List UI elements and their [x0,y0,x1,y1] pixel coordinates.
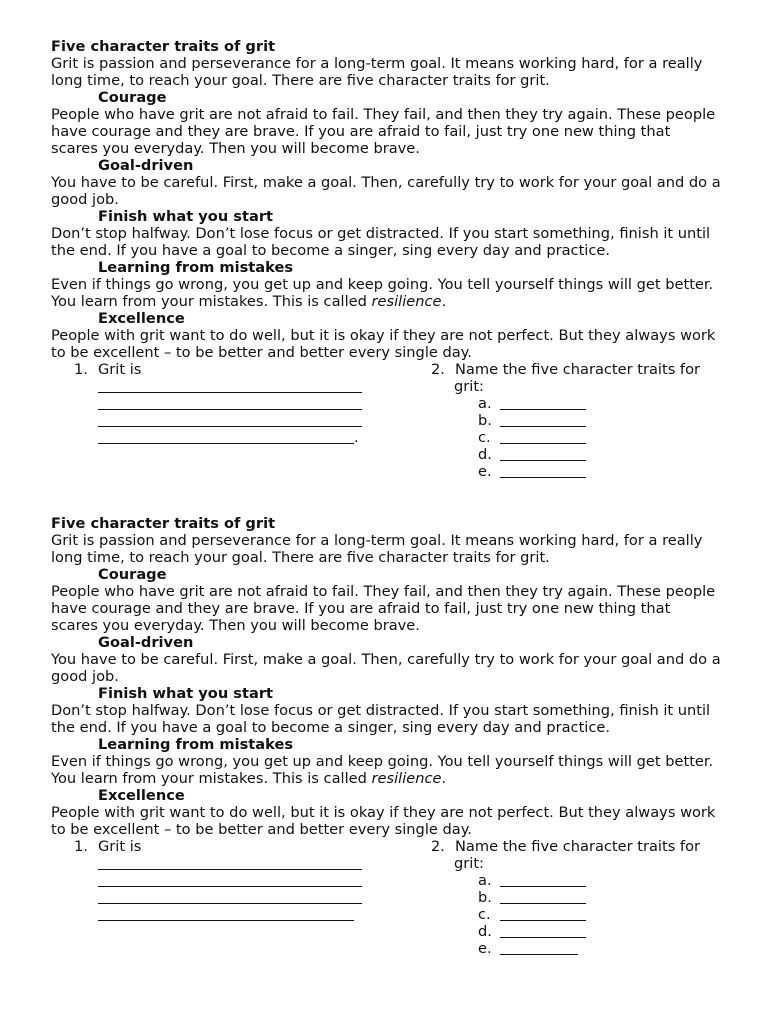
worksheet-title: Five character traits of grit [51,38,276,55]
trait-answer-b[interactable] [431,889,731,906]
trait-letter: d. [478,446,492,463]
trait-rule [500,906,586,921]
question-2-label: Name the five character traits for [455,361,701,378]
trait-letter: a. [478,872,492,889]
trait-rule [500,872,586,887]
trait-answer-c[interactable] [431,906,731,923]
trait-answer-b[interactable] [431,412,731,429]
trait-letter: c. [478,429,491,446]
question-1 [51,361,381,446]
questions-block [51,361,721,481]
trait-rule [500,412,586,427]
paragraph-end: . [441,293,447,310]
question-1 [51,838,381,923]
paragraph-excellence: People with grit want to do well, but it is okay if they are not perfect. But they always work to be excellent – to be better and better every single day. [51,327,716,361]
paragraph-goal-driven: You have to be careful. First, make a goal. Then, carefully try to work for your goal and do a good job. [51,651,721,685]
paragraph-excellence: People with grit want to do well, but it is okay if they are not perfect. But they always work to be excellent – to be better and better every single day. [51,804,716,838]
heading-finish-what-you-start: Finish what you start [98,208,273,225]
emphasis-resilience: resilience [371,293,442,310]
heading-goal-driven: Goal-driven [98,634,194,651]
trait-letter: b. [478,889,492,906]
paragraph-courage: People who have grit are not afraid to fail. They fail, and then they try again. These people have courage and they are brave. If you are afraid to fail, just try one new thing that scares you everyday. Then you will become brave. [51,583,716,634]
question-1-number: 1. [74,838,88,855]
answer-line[interactable] [98,429,381,446]
answer-rule [98,395,362,410]
emphasis-resilience: resilience [371,770,442,787]
answer-rule [98,906,354,921]
answer-line[interactable] [98,378,381,395]
answer-rule [98,889,362,904]
paragraph-learning-from-mistakes [51,753,721,787]
trait-letter: a. [478,395,492,412]
heading-finish-what-you-start: Finish what you start [98,685,273,702]
heading-courage: Courage [98,566,167,583]
trait-rule [500,940,578,955]
heading-courage: Courage [98,89,167,106]
answer-line[interactable] [98,906,381,923]
trait-answer-e[interactable] [431,463,731,480]
question-1-label: Grit is [98,838,142,855]
trait-rule [500,463,586,478]
question-2-label-row [431,361,731,378]
heading-excellence: Excellence [98,310,185,327]
question-2-number: 2. [431,838,445,855]
question-2-label-continued: grit: [454,378,484,395]
worksheet-copy-2 [51,515,721,958]
trait-letter: c. [478,906,491,923]
intro-paragraph: Grit is passion and perseverance for a long-term goal. It means working hard, for a really long time, to reach your goal. There are five character traits for grit. [51,55,703,89]
question-2 [431,838,731,957]
question-2-label: Name the five character traits for [455,838,701,855]
trait-answer-a[interactable] [431,395,731,412]
answer-line[interactable] [98,855,381,872]
answer-rule [98,855,362,870]
trait-answer-d[interactable] [431,446,731,463]
trait-letter: b. [478,412,492,429]
trait-answer-c[interactable] [431,429,731,446]
question-1-label-row [51,361,381,378]
answer-line[interactable] [98,412,381,429]
answer-rule [98,412,362,427]
intro-paragraph: Grit is passion and perseverance for a long-term goal. It means working hard, for a really long time, to reach your goal. There are five character traits for grit. [51,532,703,566]
trait-answer-d[interactable] [431,923,731,940]
question-1-label: Grit is [98,361,142,378]
questions-block [51,838,721,958]
heading-learning-from-mistakes: Learning from mistakes [98,259,294,276]
paragraph-text: Even if things go wrong, you get up and keep going. You tell yourself things will get better. You learn from your mistakes. This is called [51,276,714,310]
answer-end-mark: . [354,429,359,446]
paragraph-goal-driven: You have to be careful. First, make a goal. Then, carefully try to work for your goal and do a good job. [51,174,721,208]
trait-rule [500,446,586,461]
trait-letter: e. [478,463,492,480]
worksheet-title: Five character traits of grit [51,515,276,532]
paragraph-text: Even if things go wrong, you get up and keep going. You tell yourself things will get better. You learn from your mistakes. This is called [51,753,714,787]
answer-rule [98,378,362,393]
heading-excellence: Excellence [98,787,185,804]
paragraph-finish-what-you-start: Don’t stop halfway. Don’t lose focus or get distracted. If you start something, finish it until the end. If you have a goal to become a singer, sing every day and practice. [51,702,711,736]
trait-rule [500,889,586,904]
trait-letter: d. [478,923,492,940]
trait-answer-e[interactable] [431,940,731,957]
question-2-number: 2. [431,361,445,378]
answer-line[interactable] [98,889,381,906]
question-1-number: 1. [74,361,88,378]
question-2-label-continued: grit: [454,855,484,872]
answer-line[interactable] [98,872,381,889]
paragraph-courage: People who have grit are not afraid to fail. They fail, and then they try again. These people have courage and they are brave. If you are afraid to fail, just try one new thing that scares you everyday. Then you will become brave. [51,106,716,157]
trait-letter: e. [478,940,492,957]
trait-rule [500,923,586,938]
trait-rule [500,429,586,444]
answer-rule [98,429,354,444]
worksheet-copy-1 [51,38,721,481]
answer-line[interactable] [98,395,381,412]
question-2 [431,361,731,480]
trait-answer-a[interactable] [431,872,731,889]
heading-learning-from-mistakes: Learning from mistakes [98,736,294,753]
question-1-label-row [51,838,381,855]
paragraph-finish-what-you-start: Don’t stop halfway. Don’t lose focus or get distracted. If you start something, finish it until the end. If you have a goal to become a singer, sing every day and practice. [51,225,711,259]
paragraph-learning-from-mistakes [51,276,721,310]
question-2-label-row [431,838,731,855]
answer-rule [98,872,362,887]
heading-goal-driven: Goal-driven [98,157,194,174]
trait-rule [500,395,586,410]
paragraph-end: . [441,770,447,787]
